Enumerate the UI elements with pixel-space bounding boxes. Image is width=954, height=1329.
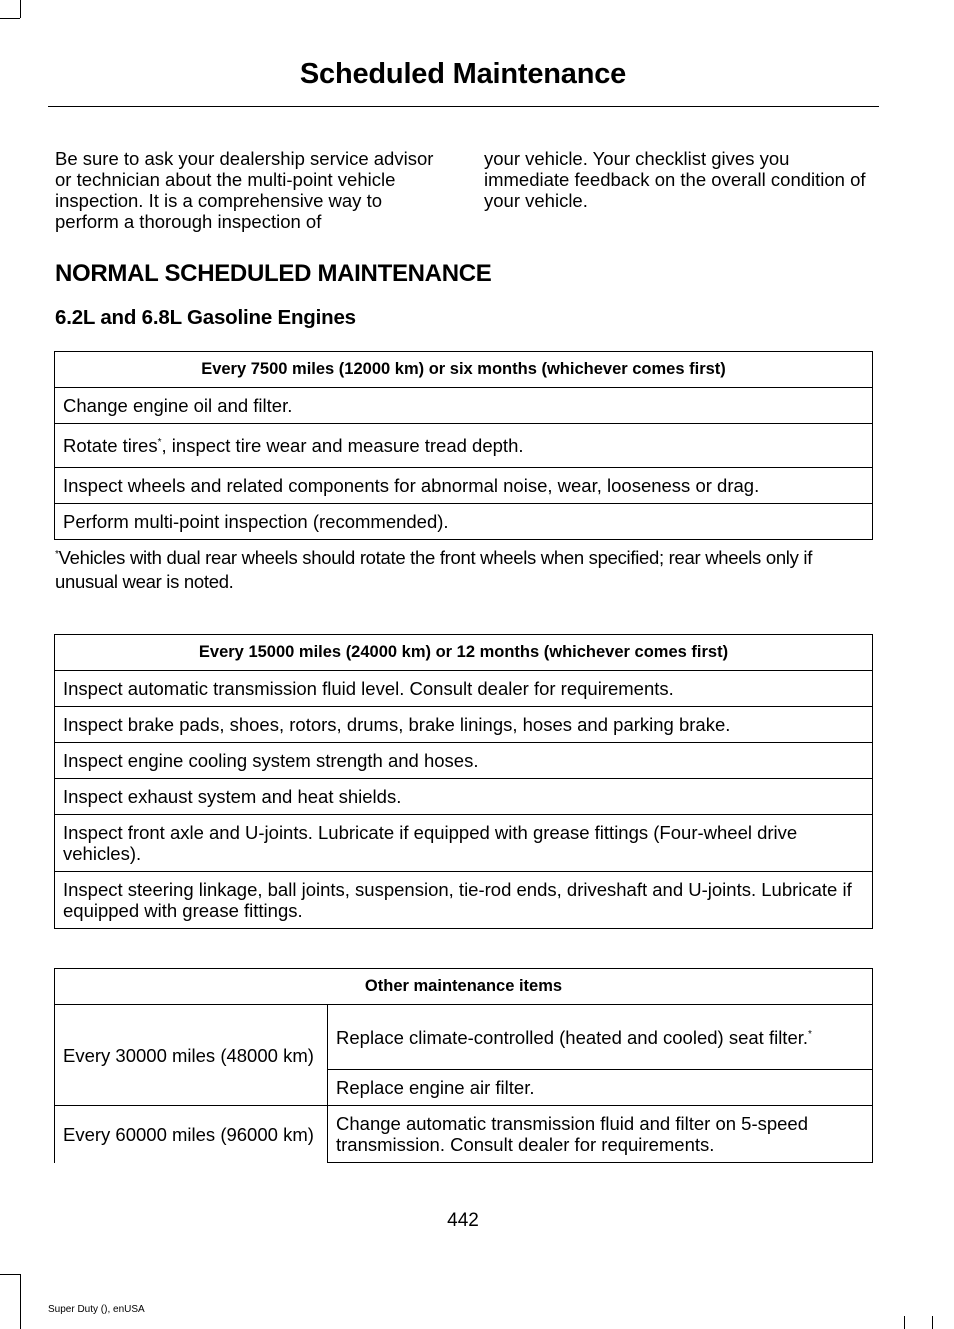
footnote [55,546,877,594]
intro-left-column: Be sure to ask your dealership service advisor or technician about the multi-point vehicle inspection. It is a comprehensive way to perform a thorough inspection of [55,148,434,232]
row-text: Replace climate-controlled (heated and cooled) seat filter. [336,1026,809,1048]
table-row [55,424,873,468]
interval-cell: Every 30000 miles (48000 km) [55,1005,328,1106]
row-text: Rotate tires [63,435,158,456]
footnote-marker: * [157,436,162,448]
table-row: Inspect wheels and related components for abnormal noise, wear, looseness or drag. [55,468,873,504]
table-row: Change automatic transmission fluid and filter on 5-speed transmission. Consult dealer for requirements. [328,1106,873,1163]
title-rule [48,106,879,107]
interval-cell: Every 60000 miles (96000 km) [55,1106,328,1163]
table-row: Replace engine air filter. [328,1070,873,1106]
table-row: Inspect steering linkage, ball joints, suspension, tie-rod ends, driveshaft and U-joints. Lubricate if equipped with grease fittings. [55,872,873,929]
table-row: Perform multi-point inspection (recommended). [55,504,873,540]
footnote-text: Vehicles with dual rear wheels should rotate the front wheels when specified; rear wheels only if unusual wear is noted. [55,547,813,592]
table-header: Every 7500 miles (12000 km) or six months (whichever comes first) [55,352,873,388]
other-maintenance-table [54,968,873,1163]
crop-mark [932,1316,933,1329]
footnote-marker: * [808,1028,812,1040]
table-row: Inspect exhaust system and heat shields. [55,779,873,815]
table-row: Inspect automatic transmission fluid level. Consult dealer for requirements. [55,671,873,707]
footnote-marker: * [55,548,59,560]
crop-mark [0,18,20,19]
footer-text: Super Duty (), enUSA [48,1304,145,1315]
table-row: Inspect brake pads, shoes, rotors, drums, brake linings, hoses and parking brake. [55,707,873,743]
intro-right-column: your vehicle. Your checklist gives you immediate feedback on the overall condition of your vehicle. [484,148,866,211]
table-row: Change engine oil and filter. [55,388,873,424]
table-row: Inspect front axle and U-joints. Lubricate if equipped with grease fittings (Four-wheel drive vehicles). [55,815,873,872]
table-header: Other maintenance items [55,969,873,1005]
crop-mark [20,1274,21,1329]
row-text: , inspect tire wear and measure tread depth. [161,435,524,456]
table-row [328,1005,873,1070]
section-heading: NORMAL SCHEDULED MAINTENANCE [55,260,492,287]
table-row: Inspect engine cooling system strength and hoses. [55,743,873,779]
page-title: Scheduled Maintenance [299,58,627,90]
table-header: Every 15000 miles (24000 km) or 12 months (whichever comes first) [55,635,873,671]
crop-mark [20,0,21,18]
crop-mark [904,1316,905,1329]
maintenance-table-15000 [54,634,873,929]
crop-mark [0,1274,20,1275]
page-number: 442 [447,1210,479,1231]
section-subheading: 6.2L and 6.8L Gasoline Engines [55,306,356,329]
maintenance-table-7500 [54,351,873,540]
